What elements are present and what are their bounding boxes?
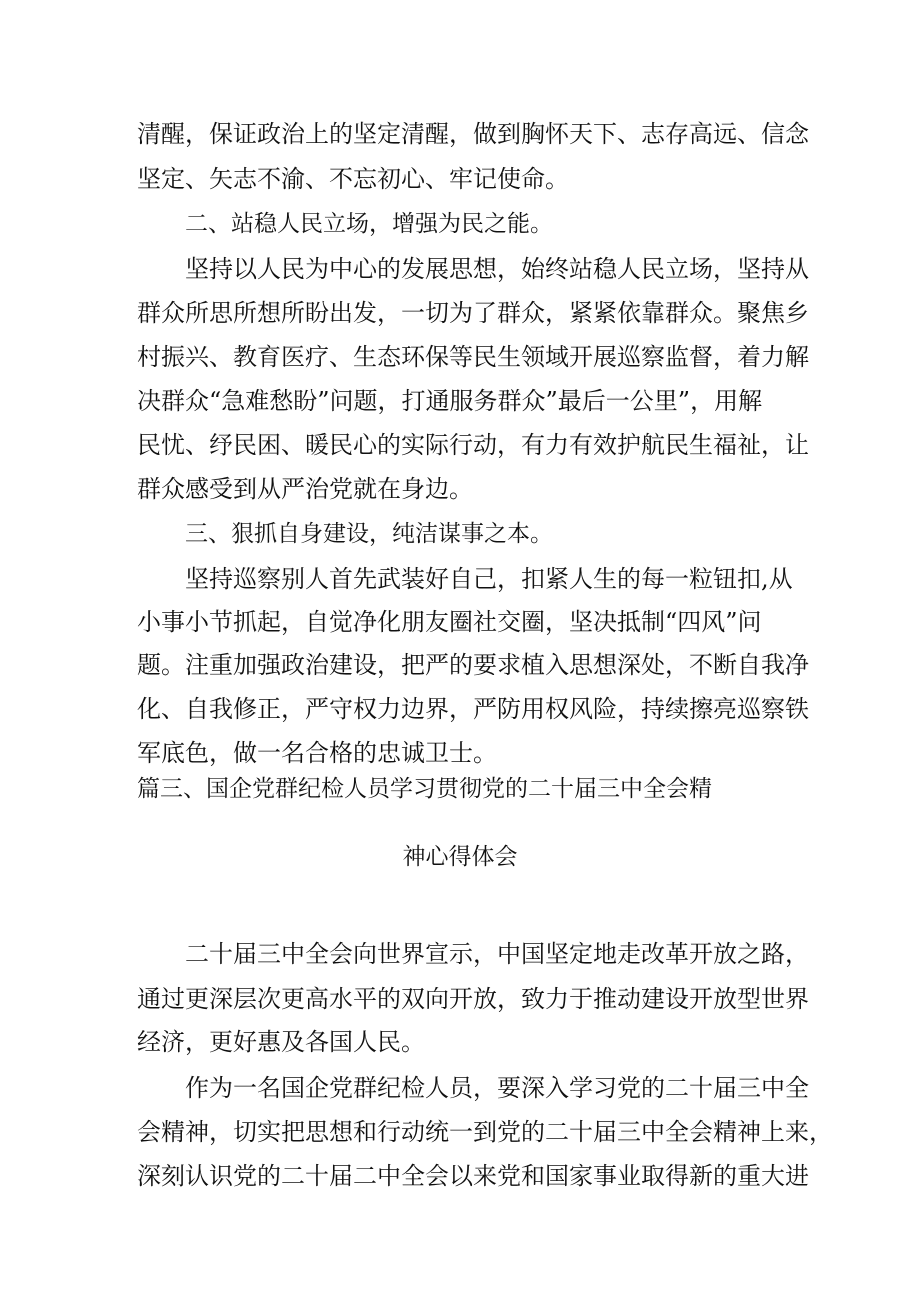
body-text-line: 深刻认识党的二十届二中全会以来党和国家事业取得新的重大进 [137, 1162, 809, 1190]
section-heading: 三、狠抓自身建设，纯洁谋事之本。 [185, 521, 553, 547]
body-text-line: 化、自我修正，严守权力边界，严防用权风险，持续擦亮巡察铁 [137, 695, 809, 723]
body-text-line: 坚持巡察别人首先武装好自己，扣紧人生的每一粒钮扣,从 [185, 565, 793, 593]
article-title-line: 篇三、国企党群纪检人员学习贯彻党的二十届三中全会精 [137, 776, 712, 802]
body-text-line: 村振兴、教育医疗、生态环保等民生领域开展巡察监督，着力解 [137, 343, 809, 371]
body-text-line: 经济，更好惠及各国人民。 [137, 1028, 425, 1056]
body-text-line: 会精神，切实把思想和行动统一到党的二十届三中全会精神上来， [137, 1118, 833, 1146]
body-text-line: 群众所思所想所盼出发，一切为了群众，紧紧依靠群众。聚焦乡 [137, 299, 809, 327]
body-text-line: 坚定、矢志不渝、不忘初心、牢记使命。 [137, 165, 569, 193]
body-text-line: 题。注重加强政治建设，把严的要求植入思想深处，不断自我净 [137, 651, 809, 679]
body-text-line: 军底色，做一名合格的忠诚卫士。 [137, 739, 497, 767]
body-text-line: 群众感受到从严治党就在身边。 [137, 475, 473, 503]
body-text-line: 小事小节抓起，自觉净化朋友圈社交圈，坚决抵制“四风”问 [137, 608, 762, 636]
body-text-line: 清醒，保证政治上的坚定清醒，做到胸怀天下、志存高远、信念 [137, 120, 809, 148]
body-text-line: 通过更深层次更高水平的双向开放，致力于推动建设开放型世界 [137, 985, 809, 1013]
body-text-line: 作为一名国企党群纪检人员，要深入学习党的二十届三中全 [185, 1074, 809, 1102]
body-text-line: 决群众“急难愁盼”问题，打通服务群众”最后一公里”，用解 [137, 387, 763, 415]
section-heading: 二、站稳人民立场，增强为民之能。 [185, 211, 553, 237]
body-text-line: 坚持以人民为中心的发展思想，始终站稳人民立场，坚持从 [185, 255, 809, 283]
body-text-line: 二十届三中全会向世界宣示，中国坚定地走改革开放之路， [185, 940, 809, 968]
article-title-line: 神心得体会 [402, 844, 518, 870]
body-text-line: 民忧、纾民困、暖民心的实际行动，有力有效护航民生福祉，让 [137, 431, 809, 459]
